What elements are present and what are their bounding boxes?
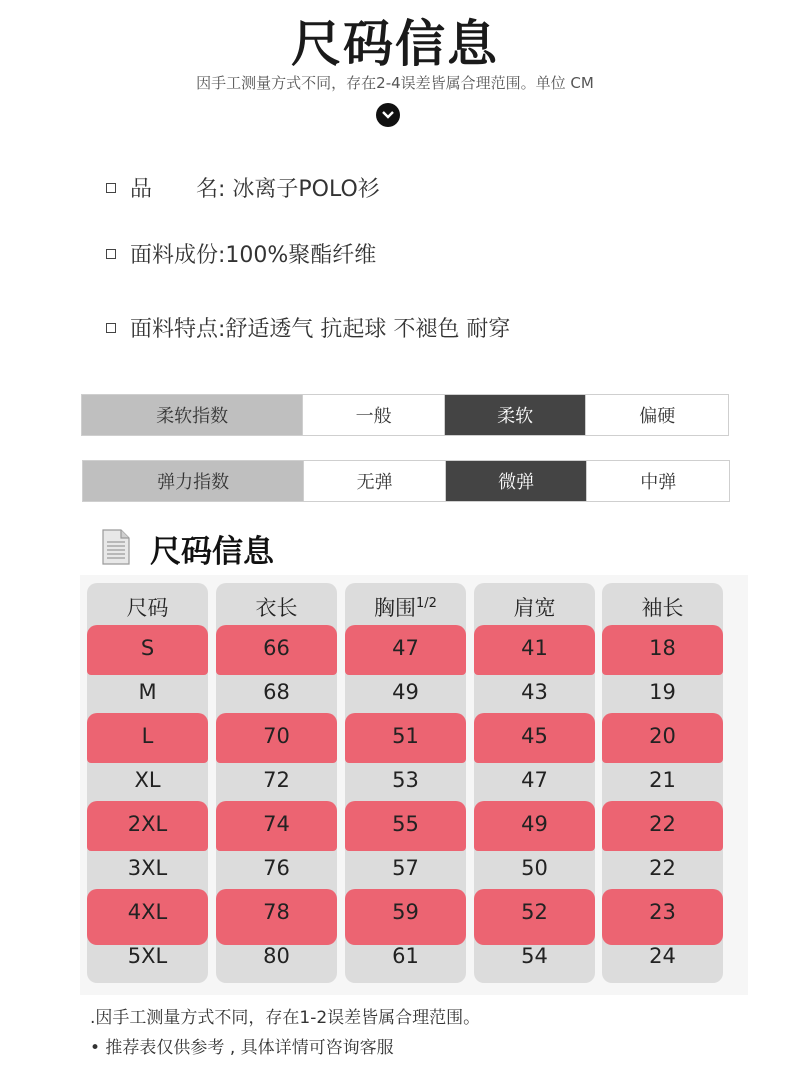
softness-option-hard: 偏硬 bbox=[586, 395, 728, 435]
cell-chest: 61 bbox=[392, 944, 419, 968]
elasticity-option-slight-selected: 微弹 bbox=[446, 461, 588, 501]
measurement-note: 因手工测量方式不同，存在2-4误差皆属合理范围。单位 CM bbox=[196, 74, 594, 92]
cell-chest: 47 bbox=[392, 636, 419, 660]
cell-shoulder: 54 bbox=[521, 944, 548, 968]
cell-sleeve: 20 bbox=[649, 724, 676, 748]
cell-shoulder: 52 bbox=[521, 900, 548, 924]
cell-size: S bbox=[140, 636, 155, 660]
cell-length: 72 bbox=[263, 768, 290, 792]
cell-length: 78 bbox=[263, 900, 290, 924]
cell-sleeve: 21 bbox=[649, 768, 676, 792]
chevron-down-icon bbox=[376, 103, 400, 127]
cell-size: 4XL bbox=[127, 900, 168, 924]
cell-sleeve: 23 bbox=[649, 900, 676, 924]
cell-shoulder: 45 bbox=[521, 724, 548, 748]
chest-half-suffix: 1/2 bbox=[416, 596, 437, 611]
cell-sleeve: 18 bbox=[649, 636, 676, 660]
spec-fabric-features: 面料特点:舒适透气 抗起球 不褪色 耐穿 bbox=[106, 312, 510, 343]
spec-fabric-composition: 面料成份:100%聚酯纤维 bbox=[106, 238, 376, 269]
cell-length: 76 bbox=[263, 856, 290, 880]
cell-shoulder: 43 bbox=[521, 680, 548, 704]
cell-shoulder: 49 bbox=[521, 812, 548, 836]
elasticity-label: 弹力指数 bbox=[83, 461, 304, 501]
cell-size: L bbox=[141, 724, 154, 748]
spec-product-name: 品 名: 冰离子POLO衫 bbox=[106, 172, 380, 203]
cell-length: 74 bbox=[263, 812, 290, 836]
cell-chest: 57 bbox=[392, 856, 419, 880]
softness-label: 柔软指数 bbox=[82, 395, 303, 435]
document-icon bbox=[102, 529, 130, 565]
softness-option-soft-selected: 柔软 bbox=[445, 395, 587, 435]
softness-option-normal: 一般 bbox=[303, 395, 445, 435]
cell-length: 80 bbox=[263, 944, 290, 968]
softness-rating bbox=[81, 394, 729, 436]
cell-shoulder: 41 bbox=[521, 636, 548, 660]
elasticity-option-medium: 中弹 bbox=[587, 461, 729, 501]
footnote-tolerance: .因手工测量方式不同，存在1-2误差皆属合理范围。 bbox=[90, 1008, 481, 1028]
cell-size: XL bbox=[134, 768, 161, 792]
page-title: 尺码信息 bbox=[291, 15, 499, 73]
cell-length: 66 bbox=[263, 636, 290, 660]
header-shoulder: 肩宽 bbox=[513, 596, 556, 620]
cell-size: 5XL bbox=[127, 944, 168, 968]
cell-sleeve: 22 bbox=[649, 812, 676, 836]
cell-shoulder: 47 bbox=[521, 768, 548, 792]
cell-chest: 59 bbox=[392, 900, 419, 924]
cell-size: M bbox=[138, 680, 157, 704]
cell-chest: 49 bbox=[392, 680, 419, 704]
elasticity-rating bbox=[82, 460, 730, 502]
cell-size: 2XL bbox=[127, 812, 168, 836]
cell-shoulder: 50 bbox=[521, 856, 548, 880]
cell-chest: 51 bbox=[392, 724, 419, 748]
elasticity-option-none: 无弹 bbox=[304, 461, 446, 501]
cell-sleeve: 19 bbox=[649, 680, 676, 704]
header-size: 尺码 bbox=[126, 596, 169, 620]
square-bullet-icon bbox=[106, 183, 116, 193]
cell-sleeve: 24 bbox=[649, 944, 676, 968]
header-chest: 胸围$^{1/2}$ bbox=[374, 596, 437, 620]
square-bullet-icon bbox=[106, 323, 116, 333]
footnote-reference: • 推荐表仅供参考 , 具体详情可咨询客服 bbox=[90, 1038, 394, 1058]
square-bullet-icon bbox=[106, 249, 116, 259]
cell-chest: 53 bbox=[392, 768, 419, 792]
cell-chest: 55 bbox=[392, 812, 419, 836]
cell-size: 3XL bbox=[127, 856, 168, 880]
cell-sleeve: 22 bbox=[649, 856, 676, 880]
cell-length: 68 bbox=[263, 680, 290, 704]
cell-length: 70 bbox=[263, 724, 290, 748]
header-length: 衣长 bbox=[255, 596, 298, 620]
header-sleeve: 袖长 bbox=[641, 596, 684, 620]
size-section-title: 尺码信息 bbox=[150, 534, 274, 570]
